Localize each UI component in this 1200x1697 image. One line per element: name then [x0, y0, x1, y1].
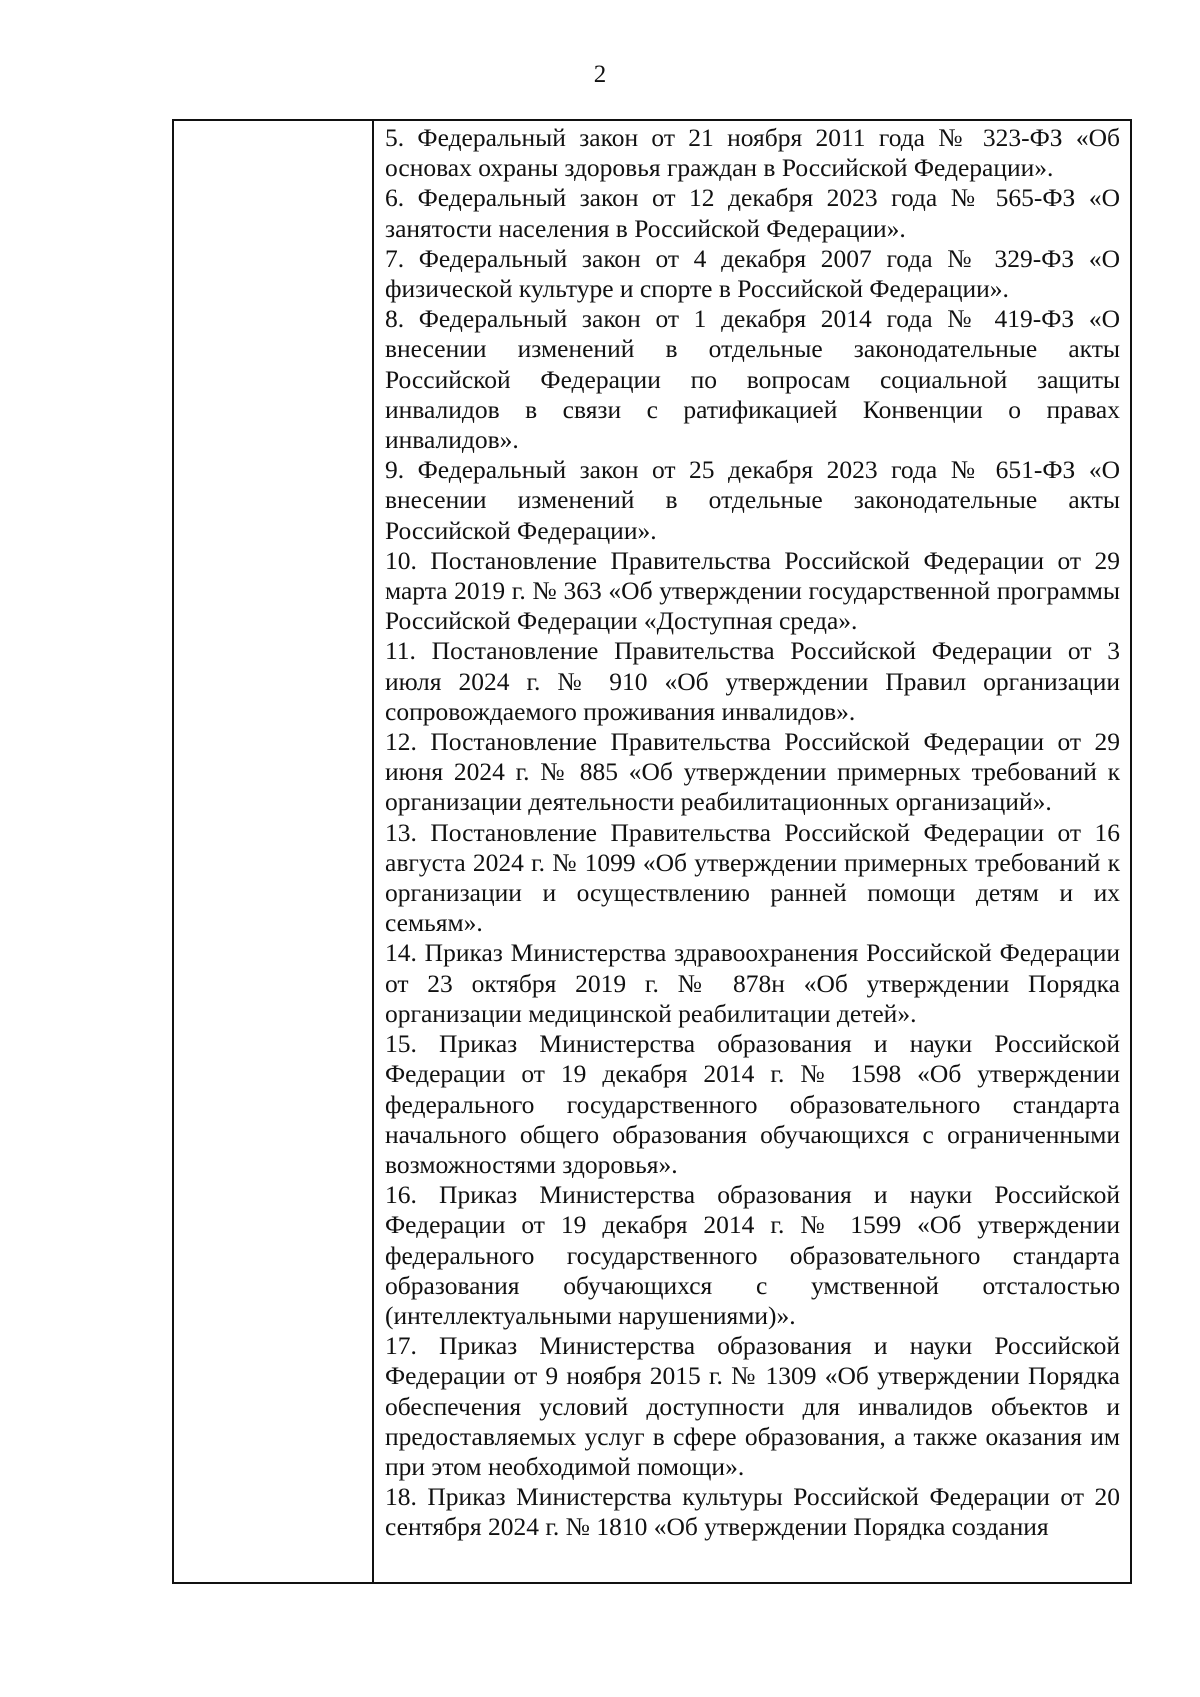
list-item: 15. Приказ Министерства образования и науки Российской Федерации от 19 декабря 2014 г. № 1598 «Об утверждении федерального государственного образовательного стандарта начального общего образования обучающихся с ограниченными возможностями здоровья». — [385, 1029, 1120, 1179]
list-item: 7. Федеральный закон от 4 декабря 2007 года № 329-ФЗ «О физической культуре и спорте в Российской Федерации». — [385, 243, 1120, 304]
list-item: 14. Приказ Министерства здравоохранения Российской Федерации от 23 октября 2019 г. № 878н «Об утверждении Порядка организации медицинской реабилитации детей». — [385, 938, 1120, 1028]
list-item: 11. Постановление Правительства Российской Федерации от 3 июля 2024 г. № 910 «Об утверждении Правил организации сопровождаемого проживания инвалидов». — [385, 636, 1120, 726]
list-item: 5. Федеральный закон от 21 ноября 2011 года № 323-ФЗ «Об основах охраны здоровья граждан в Российской Федерации». — [385, 123, 1120, 183]
list-item: 13. Постановление Правительства Российской Федерации от 16 августа 2024 г. № 1099 «Об утверждении примерных требований к организации и осуществлению ранней помощи детям и их семьям». — [385, 817, 1120, 938]
table-left-cell — [174, 121, 374, 1582]
list-item: 17. Приказ Министерства образования и науки Российской Федерации от 9 ноября 2015 г. № 1309 «Об утверждении Порядка обеспечения условий доступности для инвалидов объектов и предоставляемых услуг в сфере образования, а также оказания им при этом необходимой помощи». — [385, 1331, 1120, 1481]
list-item: 18. Приказ Министерства культуры Российской Федерации от 20 сентября 2024 г. № 1810 «Об утверждении Порядка создания — [385, 1482, 1120, 1542]
list-item: 16. Приказ Министерства образования и науки Российской Федерации от 19 декабря 2014 г. № 1599 «Об утверждении федерального государственного образовательного стандарта образования обучающихся с умственной отсталостью (интеллектуальными нарушениями)». — [385, 1180, 1120, 1330]
table-right-cell — [374, 121, 1130, 1582]
list-item: 8. Федеральный закон от 1 декабря 2014 года № 419-ФЗ «О внесении изменений в отдельные законодательные акты Российской Федерации по вопросам социальной защиты инвалидов в связи с ратификацией Конвенции о правах инвалидов». — [385, 304, 1120, 455]
list-item: 9. Федеральный закон от 25 декабря 2023 года № 651-ФЗ «О внесении изменений в отдельные законодательные акты Российской Федерации». — [385, 455, 1120, 545]
list-item: 10. Постановление Правительства Российской Федерации от 29 марта 2019 г. № 363 «Об утверждении государственной программы Российской Федерации «Доступная среда». — [385, 545, 1120, 636]
list-item: 12. Постановление Правительства Российской Федерации от 29 июня 2024 г. № 885 «Об утверждении примерных требований к организации деятельности реабилитационных организаций». — [385, 727, 1120, 817]
page-number: 2 — [593, 61, 607, 88]
list-item: 6. Федеральный закон от 12 декабря 2023 года № 565-ФЗ «О занятости населения в Российской Федерации». — [385, 183, 1120, 243]
document-table — [172, 119, 1132, 1584]
